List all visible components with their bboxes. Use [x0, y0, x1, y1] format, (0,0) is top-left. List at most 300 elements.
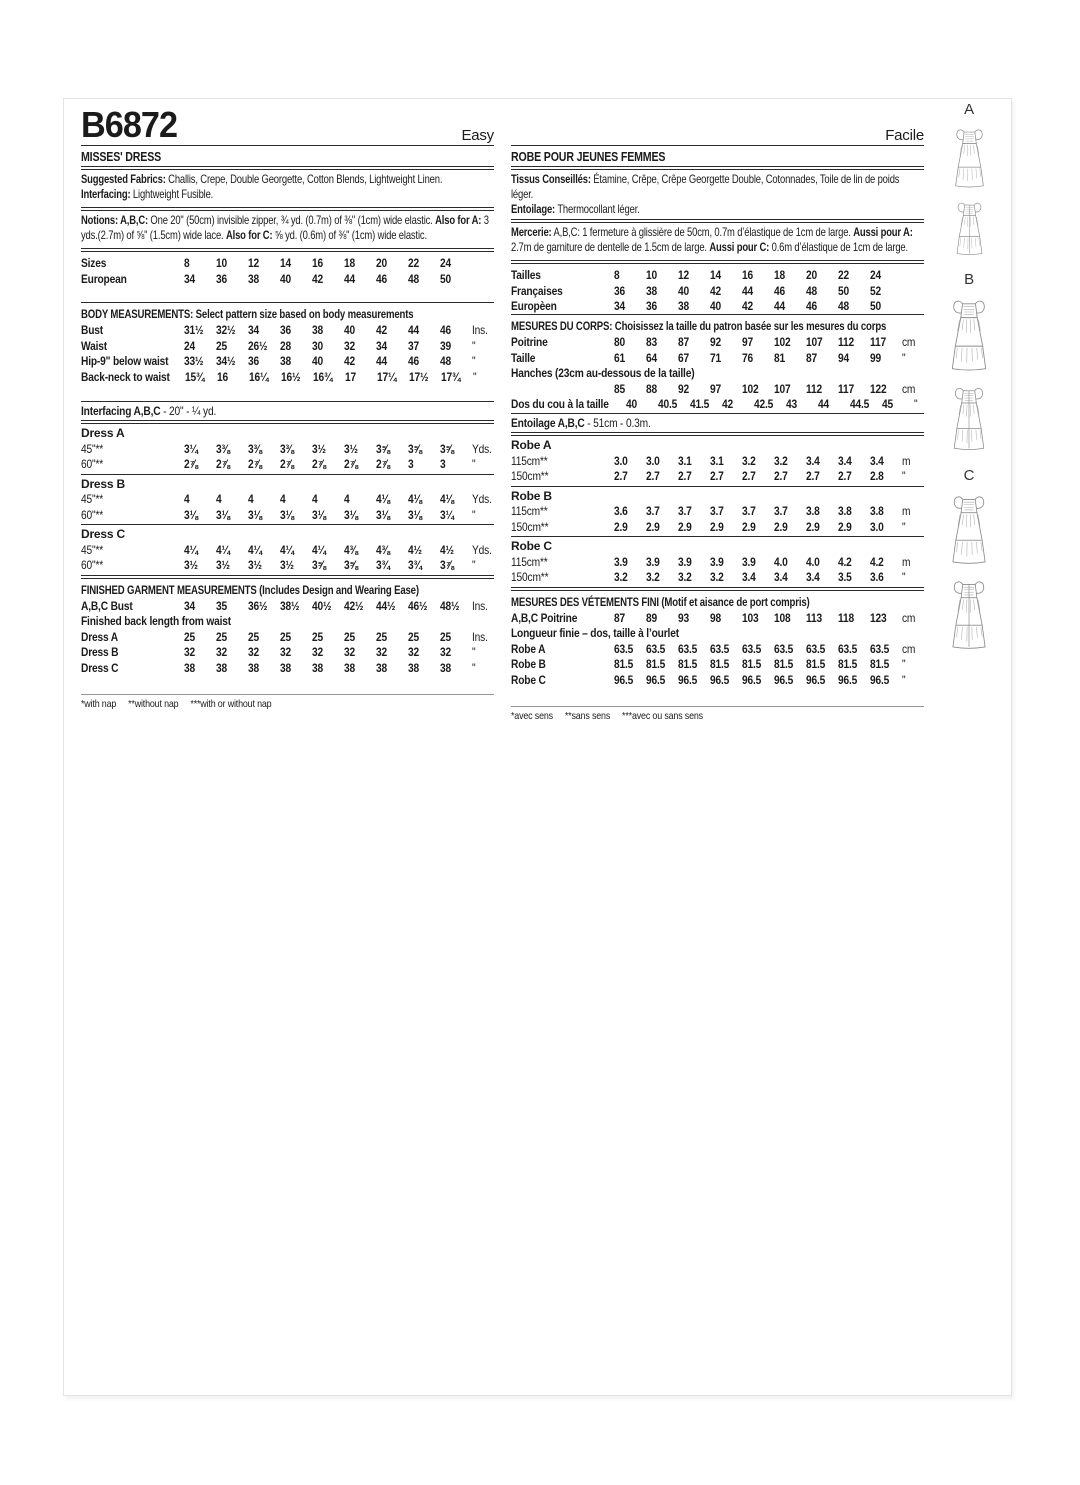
row-values	[626, 397, 914, 413]
table-cell: 36	[248, 354, 260, 368]
table-row	[511, 335, 924, 351]
row-label: Robe B	[511, 657, 546, 671]
table-cell: 46	[376, 271, 388, 286]
row-label	[511, 382, 599, 398]
table-cell: 12	[248, 256, 260, 270]
row-label: 115cm**	[511, 554, 548, 569]
table-cell: 42	[721, 397, 733, 411]
table-cell: 96.5	[646, 672, 666, 687]
view-name: Robe C	[511, 539, 552, 553]
table-cell: 3⅝	[376, 441, 390, 456]
fabrics-text: Challis, Crepe, Double Georgette, Cotton Blends, Lightweight Linen.	[165, 172, 443, 186]
table-cell: 122	[870, 381, 887, 396]
row-values	[184, 457, 472, 473]
interfacing-yardage-fr	[511, 416, 924, 431]
table-cell: 34	[614, 299, 626, 313]
table-cell: 3.8	[870, 504, 884, 518]
pattern-number: B6872	[81, 104, 178, 145]
interfacing-line-text: - 51cm - 0.3m.	[584, 416, 651, 430]
row-label: Taille	[511, 350, 536, 365]
rule	[511, 219, 924, 223]
table-cell: 36	[614, 283, 626, 298]
table-cell: 44	[774, 299, 786, 313]
table-cell: 88	[646, 381, 658, 396]
row-unit: Yds.	[472, 492, 492, 506]
view-yardage-robe-a	[511, 438, 924, 485]
table-cell: 17½	[409, 369, 429, 384]
row-label: Sizes	[81, 256, 107, 270]
table-cell: 3.7	[742, 504, 756, 518]
table-cell: 3⅛	[280, 507, 294, 522]
view-b-label: B	[964, 271, 974, 288]
table-cell: 63.5	[646, 641, 666, 656]
table-cell: 2.9	[742, 519, 756, 534]
row-unit: "	[902, 519, 906, 534]
row-label: Waist	[81, 338, 107, 353]
table-cell: 38	[344, 660, 356, 675]
row-unit: "	[472, 558, 476, 572]
table-cell: 3.7	[678, 504, 692, 518]
table-cell: 81.5	[774, 657, 794, 671]
table-cell: 44	[742, 283, 754, 298]
notions-label: Notions: A,B,C:	[81, 213, 148, 227]
finished-measurements-en	[81, 581, 494, 677]
fabrics-block-en	[81, 172, 494, 206]
row-unit: cm	[902, 381, 916, 396]
table-cell: 46½	[408, 598, 428, 613]
table-row	[81, 630, 494, 646]
table-cell: 16¾	[313, 369, 333, 384]
row-label: Back-neck to waist	[81, 369, 170, 384]
table-cell: 2.9	[614, 519, 628, 534]
table-cell: 4	[216, 492, 222, 506]
table-cell: 42½	[344, 598, 364, 613]
row-values	[614, 555, 902, 571]
row-unit: Ins.	[472, 323, 488, 337]
footnotes-fr	[511, 710, 862, 723]
rule	[81, 420, 494, 424]
table-cell: 76	[742, 350, 754, 365]
table-cell: 3	[440, 457, 446, 471]
view-name: Dress A	[81, 426, 125, 440]
difficulty-fr: Facile	[885, 127, 924, 144]
table-row	[81, 457, 494, 473]
table-cell: 2.7	[806, 469, 820, 483]
table-cell: 15¾	[185, 369, 205, 384]
table-cell: 16	[742, 268, 754, 282]
table-cell: 24	[184, 338, 196, 353]
table-cell: 4⅜	[376, 542, 390, 557]
finished-subheading-fr: Longueur finie – dos, taille à l’ourlet	[511, 626, 679, 640]
table-cell: 2.9	[806, 519, 820, 534]
table-row	[511, 555, 924, 571]
table-cell: 4.0	[774, 554, 788, 569]
table-cell: 61	[614, 350, 626, 365]
row-label: Robe C	[511, 672, 546, 687]
table-cell: 48½	[440, 598, 460, 613]
row-unit: "	[472, 338, 476, 353]
table-cell: 4	[312, 492, 318, 506]
garment-title-fr: ROBE POUR JEUNES FEMMES	[511, 150, 666, 164]
row-unit: "	[472, 507, 476, 522]
row-label: Françaises	[511, 283, 563, 298]
sizes-table-en	[81, 254, 494, 301]
rule	[81, 248, 494, 252]
row-values	[184, 645, 472, 661]
rule	[81, 145, 494, 146]
table-cell: 4¼	[280, 542, 294, 557]
table-cell: 17¼	[377, 369, 397, 384]
table-row	[81, 272, 494, 288]
table-cell: 38	[280, 354, 292, 368]
body-measurements-heading-en: BODY MEASUREMENTS: Select pattern size based on body measurements	[81, 307, 414, 321]
table-cell: 39	[440, 338, 452, 353]
table-cell: 2⅞	[312, 457, 326, 471]
notions-block-fr	[511, 225, 924, 259]
row-unit: Yds.	[472, 542, 492, 557]
table-cell: 67	[678, 350, 690, 365]
rule	[511, 536, 924, 537]
table-cell: 2.7	[646, 469, 660, 483]
row-values	[614, 299, 902, 315]
table-cell: 3⅜	[248, 441, 262, 456]
table-cell: 2.7	[678, 469, 692, 483]
interfacing-line-label: Interfacing A,B,C	[81, 404, 161, 418]
row-unit: "	[472, 457, 476, 471]
row-unit: "	[902, 350, 906, 365]
table-cell: 96.5	[870, 672, 890, 687]
table-cell: 42	[710, 283, 722, 298]
table-cell: 25	[408, 629, 420, 644]
also-for-a-text: 2.7m de garniture de dentelle de 1.5cm de large.	[511, 240, 710, 254]
table-cell: 17¾	[441, 369, 461, 384]
table-cell: 50	[440, 271, 452, 286]
table-row	[81, 256, 494, 272]
table-cell: 4¼	[248, 542, 262, 557]
row-unit: m	[902, 453, 911, 468]
row-label: European	[81, 271, 127, 286]
table-cell: 113	[806, 610, 822, 625]
table-cell: 3.9	[710, 554, 724, 569]
table-cell: 4	[344, 492, 350, 506]
table-cell: 50	[838, 283, 850, 298]
table-cell: 16½	[281, 369, 301, 384]
table-cell: 36	[216, 271, 228, 286]
table-cell: 3.2	[774, 453, 788, 468]
dress-b-front-sketch-icon	[943, 293, 995, 376]
row-values	[184, 492, 472, 508]
row-label: Hip-9" below waist	[81, 354, 169, 368]
table-cell: 34½	[216, 354, 236, 368]
footnotes-en	[81, 698, 432, 711]
table-cell: 71	[710, 350, 722, 365]
table-cell: 48	[440, 354, 452, 368]
table-cell: 20	[806, 268, 818, 282]
table-cell: 44.5	[849, 397, 870, 411]
rule	[511, 166, 924, 170]
row-unit: cm	[902, 610, 916, 625]
row-values	[614, 268, 902, 284]
table-cell: 3.9	[742, 554, 756, 569]
table-cell: 3⅛	[216, 507, 230, 522]
table-cell: 3⅝	[312, 558, 326, 572]
row-values	[614, 570, 902, 586]
table-row	[511, 520, 924, 536]
table-cell: 3⅝	[408, 441, 422, 456]
table-cell: 81	[774, 350, 786, 365]
dress-b-back-sketch-icon	[946, 381, 992, 455]
rule	[81, 302, 494, 303]
table-cell: 44	[376, 354, 388, 368]
table-cell: 38	[248, 271, 260, 286]
finished-measurements-fr	[511, 593, 924, 689]
table-cell: 3.4	[774, 570, 788, 584]
table-cell: 16¼	[249, 369, 269, 384]
table-cell: 25	[184, 629, 196, 644]
table-cell: 42.5	[753, 397, 774, 411]
table-cell: 103	[742, 610, 759, 625]
table-row	[511, 469, 924, 485]
interfacing-text: Thermocollant léger.	[555, 202, 640, 216]
table-cell: 63.5	[614, 641, 634, 656]
table-cell: 41.5	[689, 397, 710, 411]
view-yardage-robe-c	[511, 539, 924, 586]
row-values	[614, 673, 902, 689]
table-cell: 2⅞	[280, 457, 294, 471]
row-unit: m	[902, 554, 911, 569]
table-cell: 3⅜	[216, 441, 230, 456]
table-cell: 52	[870, 283, 882, 298]
table-cell: 32	[216, 645, 228, 659]
table-cell: 3.6	[870, 570, 884, 584]
table-cell: 25	[440, 629, 452, 644]
table-cell: 97	[710, 381, 722, 396]
suggested-fabrics-fr	[511, 172, 924, 217]
table-cell: 20	[376, 256, 388, 270]
table-cell: 40	[280, 271, 292, 286]
table-cell: 38	[248, 660, 260, 675]
interfacing-label: Entoilage:	[511, 202, 556, 216]
table-cell: 2.9	[838, 519, 852, 534]
table-cell: 3.2	[678, 570, 692, 584]
table-cell: 96.5	[678, 672, 698, 687]
english-column	[81, 106, 494, 723]
row-label: 115cm**	[511, 504, 548, 518]
row-unit: "	[472, 354, 476, 368]
table-row	[81, 492, 494, 508]
view-yardage-robe-b	[511, 489, 924, 536]
table-cell: 48	[408, 271, 420, 286]
table-cell: 32	[440, 645, 452, 659]
row-values	[184, 339, 472, 355]
table-cell: 3½	[184, 558, 198, 572]
table-cell: 16	[217, 369, 229, 384]
table-row	[511, 366, 924, 382]
difficulty-en: Easy	[461, 127, 494, 144]
table-cell: 4.2	[870, 554, 884, 569]
table-cell: 26½	[248, 338, 268, 353]
rule	[81, 694, 494, 695]
rule	[81, 401, 494, 402]
table-row	[511, 268, 924, 284]
view-name: Robe B	[511, 488, 552, 503]
table-cell: 3⅝	[440, 441, 454, 456]
table-cell: 92	[710, 335, 722, 349]
table-cell: 3.1	[710, 453, 724, 468]
row-values	[184, 272, 472, 288]
table-cell: 2.7	[710, 469, 724, 483]
also-for-c-text: 0.6m d’élastique de 1cm de large.	[769, 240, 908, 254]
table-cell: 3⅛	[312, 507, 326, 522]
table-cell: 2⅞	[344, 457, 358, 471]
row-values	[184, 508, 472, 524]
table-cell: 25	[280, 629, 292, 644]
table-cell: 96.5	[742, 672, 762, 687]
row-unit: "	[902, 570, 906, 584]
also-for-a-text: 3 yds.(2.7m) of ⅝" (1.5cm) wide lace.	[81, 213, 489, 242]
table-cell: 32	[280, 645, 292, 659]
interfacing-line-text: - 20" - ¼ yd.	[160, 404, 217, 418]
row-unit: Ins.	[472, 598, 488, 613]
table-cell: 28	[280, 338, 292, 353]
table-cell: 117	[838, 381, 854, 396]
table-cell: 87	[678, 335, 690, 349]
table-cell: 89	[646, 610, 658, 625]
table-row	[81, 323, 494, 339]
row-label: 60"**	[81, 457, 104, 471]
table-row	[81, 442, 494, 458]
table-cell: 107	[774, 381, 791, 396]
table-cell: 37	[408, 338, 420, 353]
table-cell: 3½	[312, 441, 326, 456]
rule	[81, 524, 494, 525]
table-cell: 3.0	[614, 453, 628, 468]
table-cell: 3.8	[838, 504, 852, 518]
table-cell: 3.7	[710, 504, 724, 518]
table-cell: 32	[344, 338, 356, 353]
view-yardage-dress-c	[81, 527, 494, 574]
body-measurements-fr	[511, 317, 924, 412]
table-cell: 108	[774, 610, 791, 625]
table-cell: 32	[312, 645, 324, 659]
table-cell: 10	[216, 256, 228, 270]
table-cell: 3⅝	[344, 558, 358, 572]
table-cell: 38	[184, 660, 196, 675]
table-cell: 45	[881, 397, 893, 411]
table-cell: 4⅛	[440, 492, 454, 506]
table-cell: 10	[646, 268, 658, 282]
table-cell: 3⅞	[440, 558, 454, 572]
row-values	[614, 454, 902, 470]
table-cell: 25	[216, 629, 228, 644]
interfacing-line-label: Entoilage A,B,C	[511, 416, 585, 430]
row-values	[184, 630, 472, 646]
table-cell: 31½	[184, 323, 204, 337]
dress-a-front-sketch-icon	[948, 123, 991, 192]
table-cell: 14	[280, 256, 292, 270]
row-label: Poitrine	[511, 335, 548, 349]
table-row	[81, 558, 494, 574]
table-cell: 40.5	[657, 397, 678, 411]
table-cell: 2.9	[710, 519, 724, 534]
dress-c-front-sketch-icon	[944, 489, 994, 569]
table-cell: 38½	[280, 598, 300, 613]
table-cell: 63.5	[806, 641, 826, 656]
table-cell: 92	[678, 381, 690, 396]
table-cell: 3.7	[774, 504, 788, 518]
table-cell: 4⅛	[376, 492, 390, 506]
table-row	[511, 382, 924, 398]
table-cell: 3.5	[838, 570, 852, 584]
table-cell: 33½	[184, 354, 204, 368]
table-cell: 96.5	[710, 672, 730, 687]
table-cell: 38	[312, 660, 324, 675]
view-name: Dress C	[81, 527, 125, 541]
table-cell: 112	[806, 381, 822, 396]
table-cell: 4¼	[312, 542, 326, 557]
table-cell: 96.5	[614, 672, 634, 687]
row-label: Dos du cou à la taille	[511, 397, 609, 411]
rule	[511, 260, 924, 264]
fabrics-label: Suggested Fabrics:	[81, 172, 166, 186]
notions-block-en	[81, 213, 494, 247]
row-values	[184, 442, 472, 458]
table-cell: 96.5	[774, 672, 794, 687]
header-row-fr	[511, 106, 924, 144]
rule	[81, 474, 494, 475]
table-cell: 4½	[440, 542, 454, 557]
body-measurements-en	[81, 305, 494, 400]
table-cell: 81.5	[678, 657, 698, 671]
table-cell: 18	[344, 256, 356, 270]
table-row	[81, 543, 494, 559]
table-cell: 3¼	[440, 507, 454, 522]
table-cell: 81.5	[838, 657, 858, 671]
table-cell: 48	[806, 283, 818, 298]
table-cell: 2.8	[870, 469, 884, 483]
title-row-en	[81, 148, 494, 165]
view-yardage-dress-b	[81, 477, 494, 524]
table-cell: 4⅛	[408, 492, 422, 506]
table-row	[81, 661, 494, 677]
table-cell: 63.5	[774, 641, 794, 656]
table-cell: 46	[440, 323, 452, 337]
row-label: 150cm**	[511, 469, 549, 483]
row-label: Dress B	[81, 645, 119, 659]
row-values	[614, 284, 902, 300]
table-cell: 63.5	[838, 641, 858, 656]
table-cell: 48	[838, 299, 850, 313]
text-columns	[81, 106, 1011, 723]
table-cell: 42	[344, 354, 356, 368]
table-cell: 4⅜	[344, 542, 358, 557]
row-values	[614, 351, 902, 367]
row-unit: "	[902, 672, 906, 687]
table-cell: 2.9	[774, 519, 788, 534]
table-row	[81, 354, 494, 370]
footnote-avec-sens: *avec sens	[511, 710, 553, 722]
table-cell: 22	[838, 268, 850, 282]
row-values	[184, 543, 472, 559]
table-cell: 4	[248, 492, 254, 506]
row-label: Dress C	[81, 660, 119, 675]
table-cell: 38	[646, 283, 658, 298]
table-cell: 2⅞	[216, 457, 230, 471]
finished-heading-fr: MESURES DES VÉTEMENTS FINI (Motif et aisance de port compris)	[511, 594, 810, 609]
table-cell: 81.5	[806, 657, 826, 671]
table-cell: 36½	[248, 598, 268, 613]
notions-label: Mercerie:	[511, 225, 552, 239]
